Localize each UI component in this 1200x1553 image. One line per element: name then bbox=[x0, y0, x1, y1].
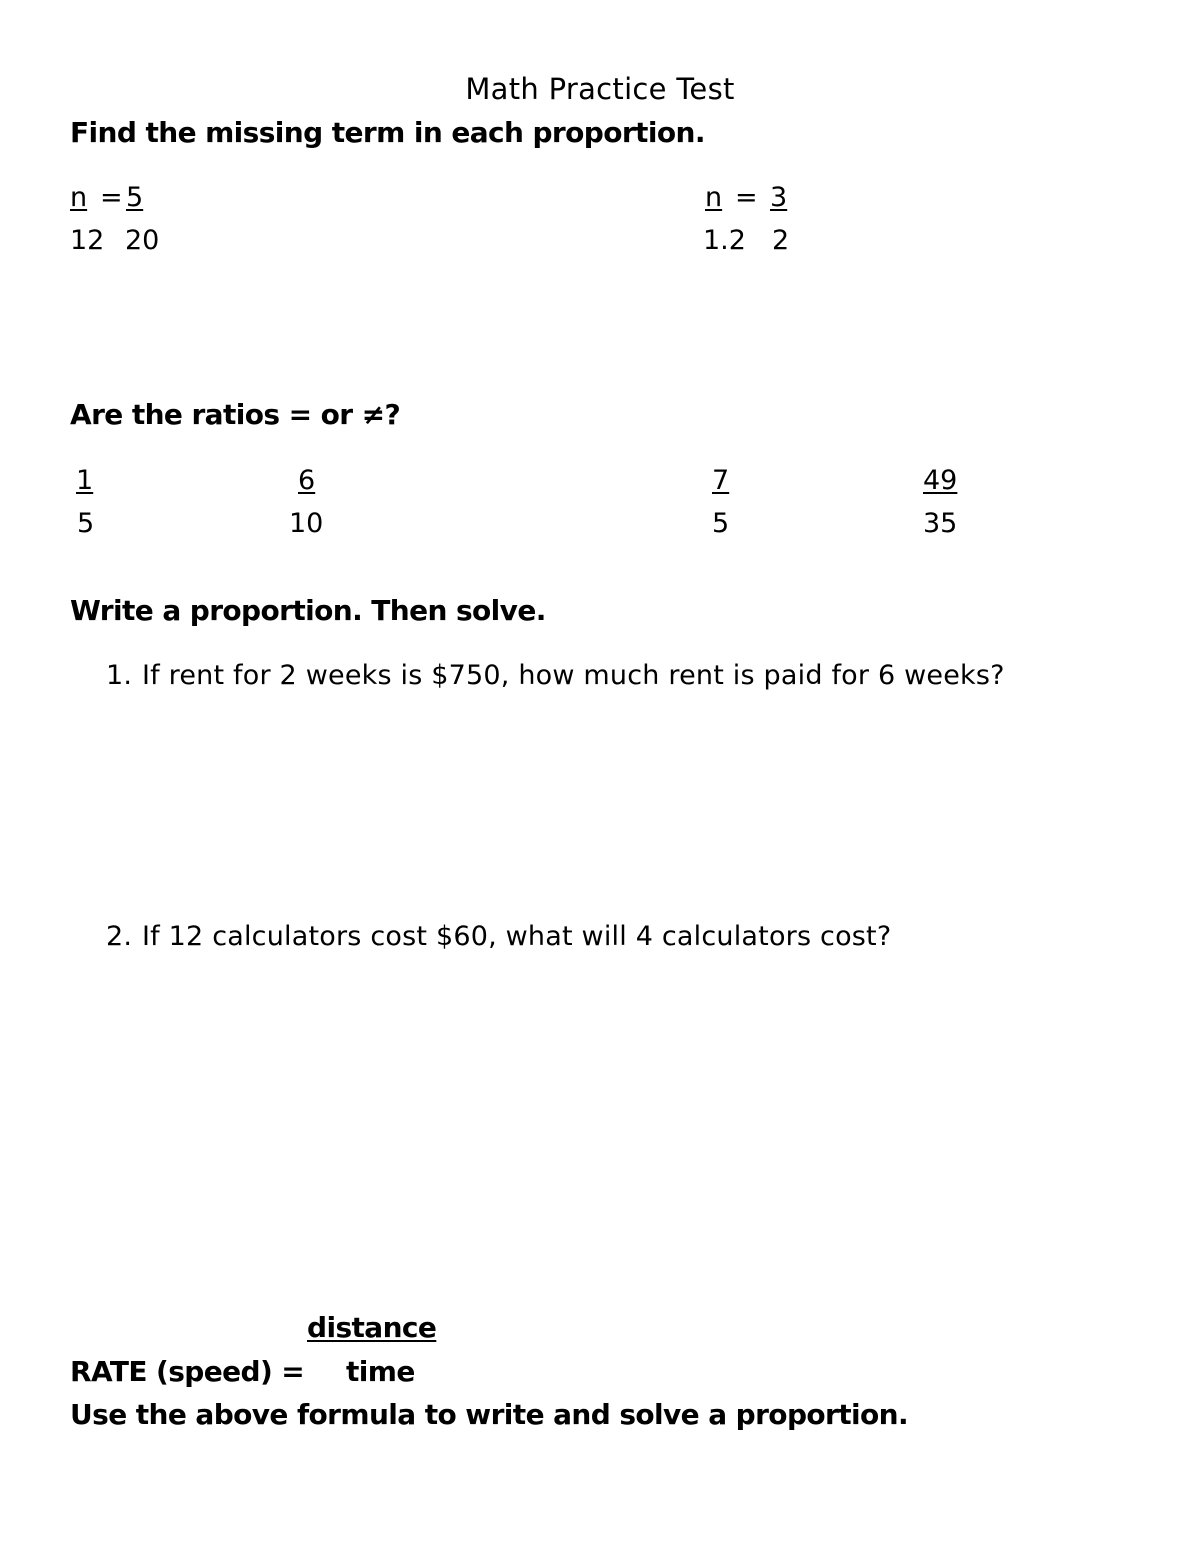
ratio-2b-numerator: 49 bbox=[923, 465, 958, 496]
question-1-number: 1. bbox=[106, 660, 133, 691]
formula-denominator: time bbox=[346, 1355, 415, 1388]
ratio-1a-numerator: 1 bbox=[76, 465, 94, 496]
section-heading-write-proportion: Write a proportion. Then solve. bbox=[70, 594, 546, 627]
question-2-number: 2. bbox=[106, 921, 133, 952]
question-2-text: If 12 calculators cost $60, what will 4 calculators cost? bbox=[142, 921, 892, 952]
formula-instruction: Use the above formula to write and solve a proportion. bbox=[70, 1398, 909, 1431]
ratio-2a-numerator: 7 bbox=[712, 465, 730, 496]
proportion-1-top-left: n bbox=[70, 182, 88, 213]
ratio-2b-denominator: 35 bbox=[923, 508, 958, 539]
question-1-text: If rent for 2 weeks is $750, how much rent is paid for 6 weeks? bbox=[142, 660, 1005, 691]
ratio-2a-denominator: 5 bbox=[712, 508, 730, 539]
proportion-2-top-right: 3 bbox=[770, 182, 788, 213]
proportion-2-bottom-left: 1.2 bbox=[703, 225, 746, 256]
ratio-1b-denominator: 10 bbox=[289, 508, 324, 539]
proportion-2-equals: = bbox=[735, 182, 758, 213]
formula-label: RATE (speed) = bbox=[70, 1355, 305, 1388]
ratio-1b-numerator: 6 bbox=[298, 465, 316, 496]
section-heading-missing-term: Find the missing term in each proportion. bbox=[70, 116, 705, 149]
proportion-2-bottom-right: 2 bbox=[772, 225, 790, 256]
page-title: Math Practice Test bbox=[465, 72, 735, 106]
formula-numerator: distance bbox=[307, 1311, 437, 1344]
proportion-1-bottom-left: 12 bbox=[70, 225, 105, 256]
proportion-1-equals: = bbox=[100, 182, 123, 213]
section-heading-ratios: Are the ratios = or ≠? bbox=[70, 398, 401, 431]
ratio-1a-denominator: 5 bbox=[77, 508, 95, 539]
proportion-1-top-right: 5 bbox=[126, 182, 144, 213]
proportion-1-bottom-right: 20 bbox=[125, 225, 160, 256]
proportion-2-top-left: n bbox=[705, 182, 723, 213]
